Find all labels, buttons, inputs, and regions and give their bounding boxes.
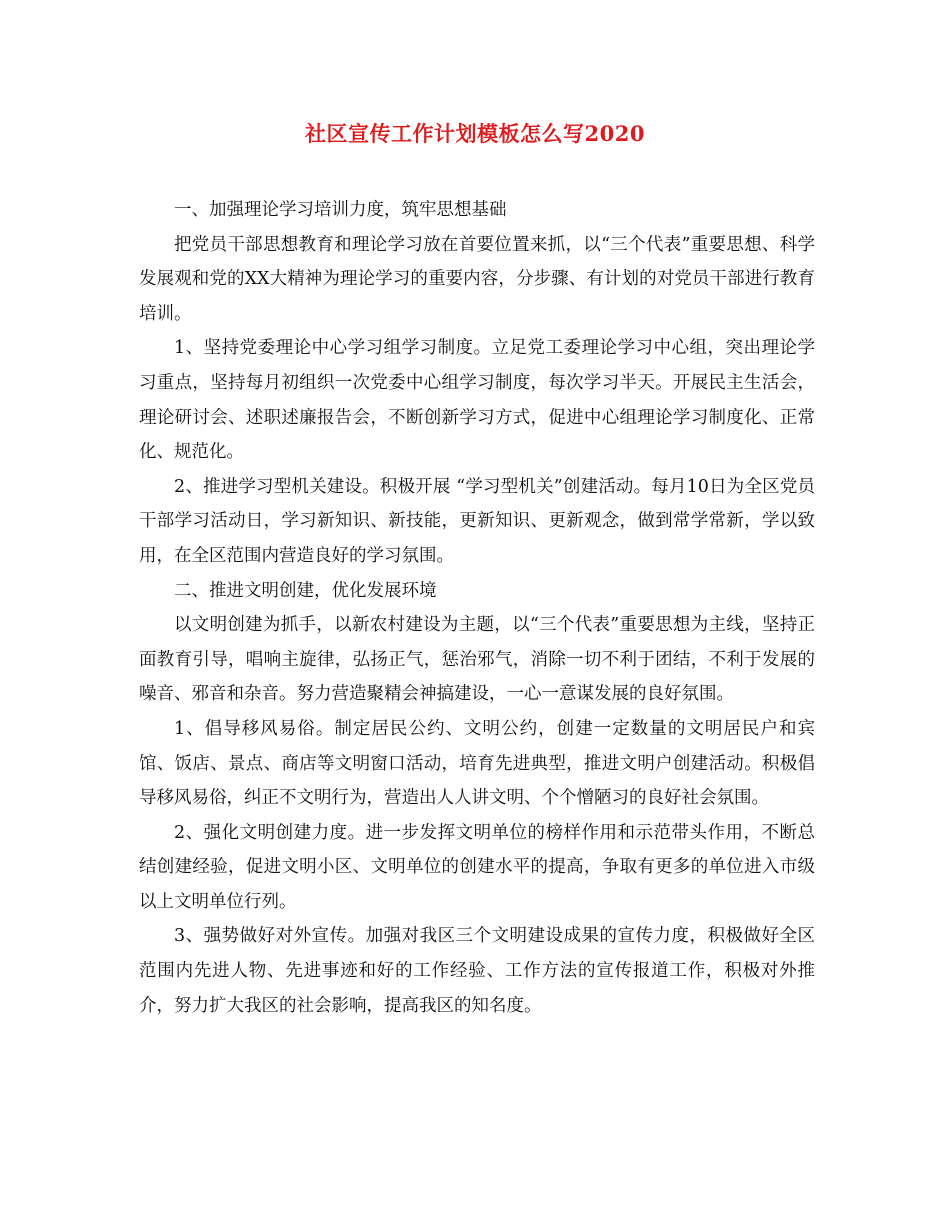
paragraph: 2、推进学习型机关建设。积极开展 “学习型机关”创建活动。每月10日为全区党员干部学习活动日，学习新知识、新技能，更新知识、更新观念，做到常学常新，学以致用，在全区范围内营造良好的学习氛围。 (139, 476, 815, 566)
paragraph: 3、强势做好对外宣传。加强对我区三个文明建设成果的宣传力度，积极做好全区范围内先进人物、先进事迹和好的工作经验、工作方法的宣传报道工作，积极对外推介，努力扩大我区的社会影响，提高我区的知名度。 (139, 926, 815, 1016)
section-heading-2: 二、推进文明创建，优化发展环境 (174, 580, 437, 601)
paragraph: 把党员干部思想教育和理论学习放在首要位置来抓，以“三个代表”重要思想、科学发展观和党的XX大精神为理论学习的重要内容，分步骤、有计划的对党员干部进行教育培训。 (139, 234, 815, 324)
document-body (139, 193, 815, 1023)
section-heading-1: 一、加强理论学习培训力度，筑牢思想基础 (174, 200, 507, 220)
paragraph: 1、倡导移风易俗。制定居民公约、文明公约，创建一定数量的文明居民户和宾馆、饭店、景点、商店等文明窗口活动，培育先进典型，推进文明户创建活动。积极倡导移风易俗，纠正不文明行为，营造出人人讲文明、个个憎陋习的良好社会氛围。 (139, 718, 815, 809)
paragraph: 1、坚持党委理论中心学习组学习制度。立足党工委理论学习中心组，突出理论学习重点，坚持每月初组织一次党委中心组学习制度，每次学习半天。开展民主生活会，理论研讨会、述职述廉报告会，不断创新学习方式，促进中心组理论学习制度化、正常化、规范化。 (139, 338, 815, 463)
document-title: 社区宣传工作计划模板怎么写2020 (305, 121, 645, 146)
paragraph: 2、强化文明创建力度。进一步发挥文明单位的榜样作用和示范带头作用，不断总结创建经验，促进文明小区、文明单位的创建水平的提高，争取有更多的单位进入市级以上文明单位行列。 (139, 822, 815, 912)
paragraph: 以文明创建为抓手，以新农村建设为主题，以“三个代表”重要思想为主线，坚持正面教育引导，唱响主旋律，弘扬正气，惩治邪气，消除一切不利于团结，不利于发展的噪音、邪音和杂音。努力营造聚精会神搞建设，一心一意谋发展的良好氛围。 (139, 615, 815, 705)
